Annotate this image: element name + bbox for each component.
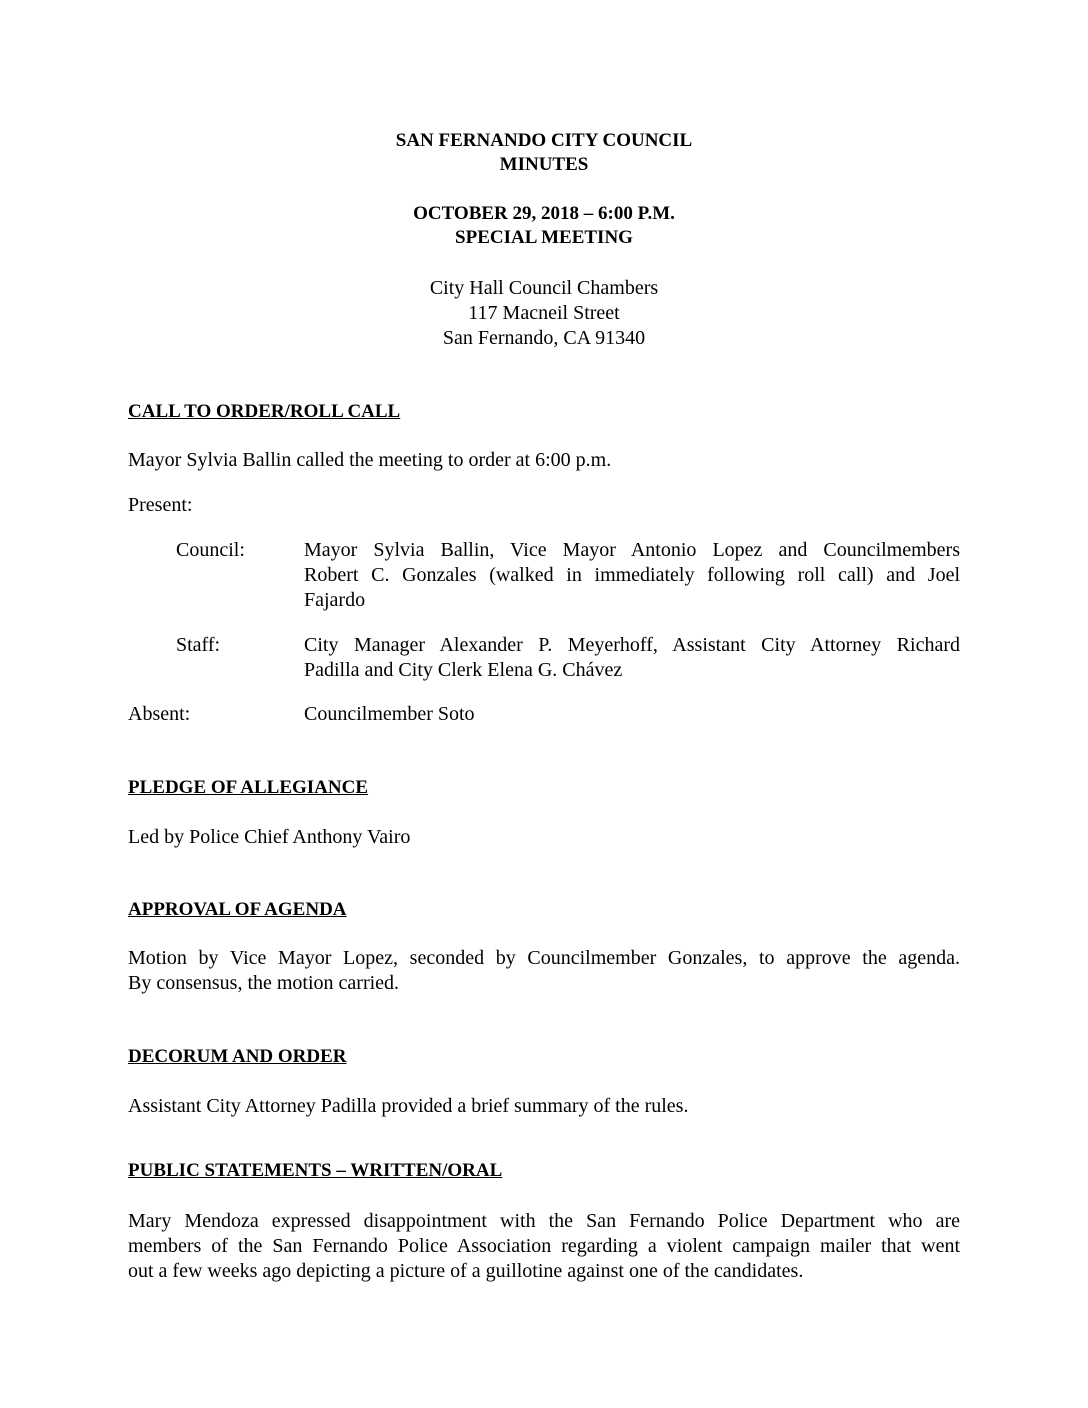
meeting-date: OCTOBER 29, 2018 – 6:00 P.M.	[413, 203, 675, 224]
location-street: 117 Macneil Street	[468, 302, 620, 324]
present-label: Present:	[128, 494, 193, 516]
staff-line: Padilla and City Clerk Elena G. Chávez	[304, 659, 623, 681]
call-to-order-text: Mayor Sylvia Ballin called the meeting to order at 6:00 p.m.	[128, 449, 612, 471]
section-heading-decorum: DECORUM AND ORDER	[128, 1046, 347, 1067]
staff-line: City Manager Alexander P. Meyerhoff, Assistant City Attorney Richard	[304, 634, 960, 656]
public-statements-text	[128, 1209, 960, 1284]
meeting-type: SPECIAL MEETING	[455, 227, 633, 248]
public-statements-line: Mary Mendoza expressed disappointment with the San Fernando Police Department who are	[128, 1210, 960, 1232]
public-statements-line: members of the San Fernando Police Association regarding a violent campaign mailer that went	[128, 1235, 960, 1257]
staff-members-text	[304, 633, 960, 683]
section-heading-pledge: PLEDGE OF ALLEGIANCE	[128, 777, 369, 798]
location-venue: City Hall Council Chambers	[429, 277, 659, 299]
document-title	[128, 129, 960, 177]
document-type: MINUTES	[499, 154, 589, 175]
council-name: SAN FERNANDO CITY COUNCIL	[395, 130, 693, 151]
section-heading-public-statements: PUBLIC STATEMENTS – WRITTEN/ORAL	[128, 1160, 503, 1181]
council-members-text	[304, 538, 960, 613]
location-city: San Fernando, CA 91340	[442, 327, 646, 349]
public-statements-line: out a few weeks ago depicting a picture of a guillotine against one of the candidates.	[128, 1260, 804, 1282]
decorum-text: Assistant City Attorney Padilla provided a brief summary of the rules.	[128, 1095, 689, 1117]
absent-text: Councilmember Soto	[304, 703, 475, 725]
council-line: Mayor Sylvia Ballin, Vice Mayor Antonio Lopez and Councilmembers	[304, 539, 960, 561]
council-line: Fajardo	[304, 589, 366, 611]
staff-label: Staff:	[176, 634, 221, 656]
section-heading-agenda: APPROVAL OF AGENDA	[128, 899, 347, 920]
section-heading-call-to-order: CALL TO ORDER/ROLL CALL	[128, 401, 401, 422]
pledge-text: Led by Police Chief Anthony Vairo	[128, 826, 411, 848]
agenda-text	[128, 946, 960, 996]
agenda-line: By consensus, the motion carried.	[128, 972, 400, 994]
council-label: Council:	[176, 539, 245, 561]
agenda-line: Motion by Vice Mayor Lopez, seconded by Councilmember Gonzales, to approve the agenda.	[128, 947, 960, 969]
meeting-info	[128, 202, 960, 250]
council-line: Robert C. Gonzales (walked in immediately following roll call) and Joel	[304, 564, 960, 586]
absent-label: Absent:	[128, 703, 191, 725]
meeting-location	[128, 276, 960, 351]
